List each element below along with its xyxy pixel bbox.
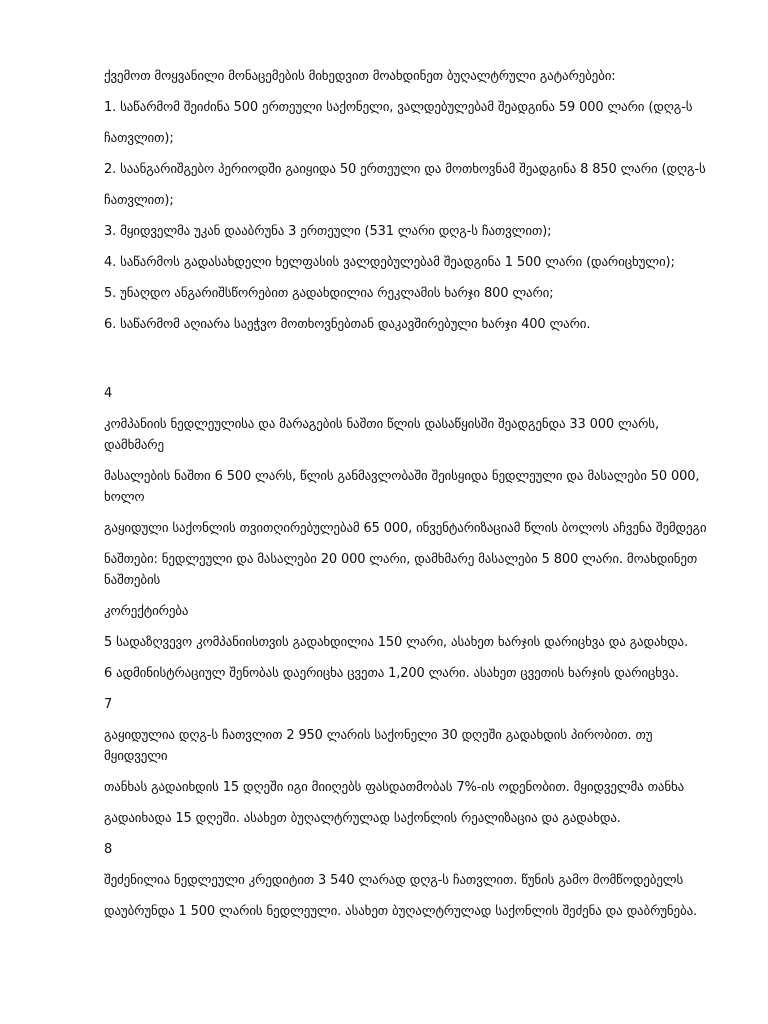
item-4: 4. საწარმოს გადასახდელი ხელფასის ვალდებულებამ შეადგინა 1 500 ლარი (დარიცხული); xyxy=(104,255,675,270)
document-body xyxy=(104,66,718,932)
task-number-7: 7 xyxy=(104,697,113,712)
task-number-4: 4 xyxy=(104,386,113,401)
item-1-line-2: ჩათვლით); xyxy=(104,131,174,146)
task-5: 5 სადაზღვევო კომპანიისთვის გადახდილია 150 ლარი, ასახეთ ხარჯის დარიცხვა და გადახდა. xyxy=(104,635,688,650)
task-4-line-1: კომპანიის ნედლეულისა და მარაგების ნაშთი წლის დასაწყისში შეადგენდა 33 000 ლარს, დამხმარე xyxy=(104,417,659,453)
task-7-line-3: გადაიხადა 15 დღეში. ასახეთ ბუღალტრულად საქონლის რეალიზაცია და გადახდა. xyxy=(104,811,621,826)
task-6: 6 ადმინისტრაციულ შენობას დაერიცხა ცვეთა 1,200 ლარი. ასახეთ ცვეთის ხარჯის დარიცხვა. xyxy=(104,666,679,681)
item-6: 6. საწარმომ აღიარა საეჭვო მოთხოვნებთან დაკავშირებული ხარჯი 400 ლარი. xyxy=(104,317,591,332)
item-2-line-1: 2. საანგარიშგებო პერიოდში გაიყიდა 50 ერთეული და მოთხოვნამ შეადგინა 8 850 ლარი (დღგ-ს xyxy=(104,162,706,177)
task-4-line-3: გაყიდული საქონლის თვითღირებულებამ 65 000, ინვენტარიზაციამ წლის ბოლოს აჩვენა შემდეგი xyxy=(104,521,707,536)
item-5: 5. უნაღდო ანგარიშსწორებით გადახდილია რეკლამის ხარჯი 800 ლარი; xyxy=(104,286,554,301)
intro-instruction: ქვემოთ მოყვანილი მონაცემების მიხედვით მოახდინეთ ბუღალტრული გატარებები: xyxy=(104,69,616,84)
task-8-line-1: შეძენილია ნედლეული კრედიტით 3 540 ლარად დღგ-ს ჩათვლით. წუნის გამო მომწოდებელს xyxy=(104,873,684,888)
item-1-line-1: 1. საწარმომ შეიძინა 500 ერთეული საქონელი, ვალდებულებამ შეადგინა 59 000 ლარი (დღგ-ს xyxy=(104,100,693,115)
task-4-line-2: მასალების ნაშთი 6 500 ლარს, წლის განმავლობაში შეისყიდა ნედლეული და მასალები 50 000, ხოლო xyxy=(104,469,700,505)
item-3: 3. მყიდველმა უკან დააბრუნა 3 ერთეული (531 ლარი დღგ-ს ჩათვლით); xyxy=(104,224,552,239)
task-4-line-5: კორექტირება xyxy=(104,604,189,619)
task-7-line-2: თანხას გადაიხდის 15 დღეში იგი მიიღებს ფასდათმობას 7%-ის ოდენობით. მყიდველმა თანხა xyxy=(104,780,685,795)
task-7-line-1: გაყიდულია დღგ-ს ჩათვლით 2 950 ლარის საქონელი 30 დღეში გადახდის პირობით. თუ მყიდველი xyxy=(104,728,653,764)
task-8-line-2: დაუბრუნდა 1 500 ლარის ნედლეული. ასახეთ ბუღალტრულად საქონლის შეძენა და დაბრუნება. xyxy=(104,904,698,919)
section-spacer xyxy=(104,345,718,383)
task-4-line-4: ნაშთები: ნედლეული და მასალები 20 000 ლარი, დამხმარე მასალები 5 800 ლარი. მოახდინეთ ნაშთების xyxy=(104,552,698,588)
item-2-line-2: ჩათვლით); xyxy=(104,193,174,208)
task-number-8: 8 xyxy=(104,842,113,857)
